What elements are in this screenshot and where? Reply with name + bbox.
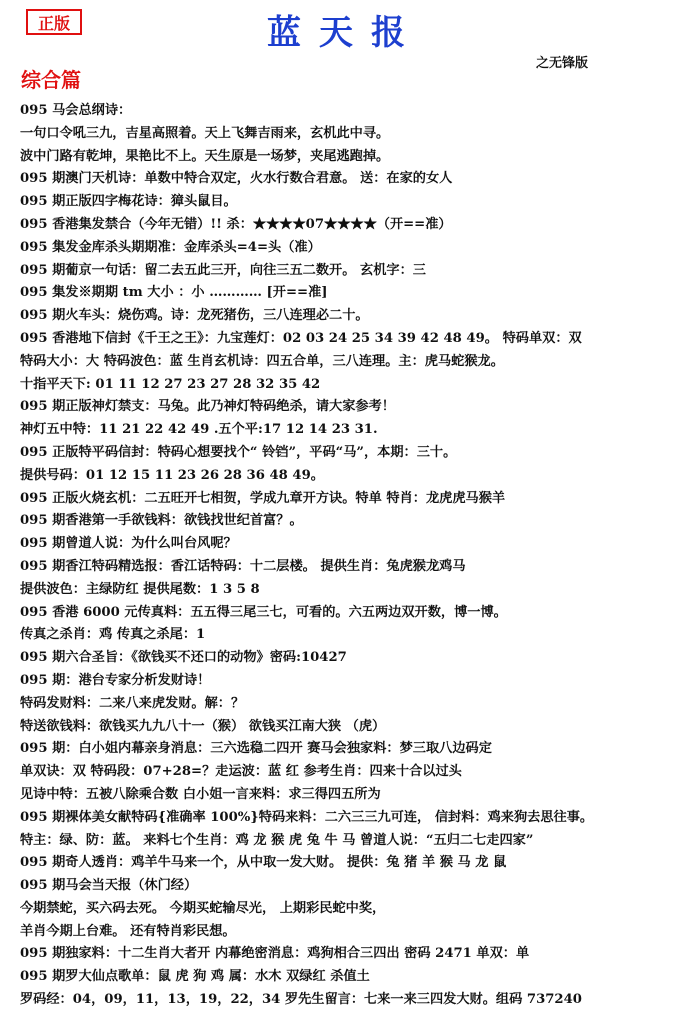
text-line: 提供波色：主绿防红 提供尾数：1 3 5 8 [20,581,260,597]
text-line: 095 香港地下信封《千王之王》：九宝莲灯：02 03 24 25 34 39 42 48 49。 特码单双：双 [20,330,582,346]
text-line: 十指平天下: 01 11 12 27 23 27 28 32 35 42 [20,376,321,392]
text-line: 单双诀：双 特码段：07+28=？走运波：蓝 红 参考生肖：四来十合以过头 [20,764,462,780]
text-line: 095 期正版神灯禁支：马兔。此乃神灯特码绝杀，请大家参考！ [20,399,395,415]
text-line: 095 期澳门天机诗：单数中特合双定，火水行数合君意。 送：在家的女人 [20,171,453,187]
text-line: 见诗中特：五被八除乘合数 白小姐一言来料：求三得四五所为 [20,786,381,802]
newspaper-title: 蓝天报 [267,13,423,53]
text-line: 095 期香江特码精选报：香江话特码：十二层楼。 提供生肖：兔虎猴龙鸡马 [20,558,466,574]
text-line: 095 期葡京一句话：留二去五此三开，向往三五二数开。 玄机字：三 [20,262,426,278]
edition-label: 之无锋版 [536,56,589,71]
text-line: 095 期马会当天报（休门经） [20,878,198,894]
text-line: 095 正版火烧玄机：二五旺开七相贺，学成九章开方诀。特单 特肖：龙虎虎马猴羊 [20,490,506,506]
text-line: 传真之杀肖：鸡 传真之杀尾：1 [20,627,206,643]
text-line: 特码大小：大 特码波色：蓝 生肖玄机诗：四五合单，三八连理。主：虎马蛇猴龙。 [20,353,504,369]
text-line: 波中门路有乾坤，果艳比不上。天生原是一场梦，夹尾逃跑掉。 [20,148,390,164]
text-line: 095 马会总纲诗： [20,103,132,118]
text-line: 095 期裸体美女献特码{准确率 100%}特码来料：二六三三九可连， 信封料：鸡来狗去思往事。 [20,809,594,825]
text-line: 今期禁蛇，买六码去死。 今期买蛇输尽光， 上期彩民蛇中奖， [20,900,386,916]
text-line: 一句口令吼三九，吉星高照着。天上飞舞吉雨来，玄机此中寻。 [20,125,390,141]
text-line: 提供号码：01 12 15 11 23 26 28 36 48 49。 [20,467,324,483]
text-line: 095 期香港第一手欲钱料：欲钱找世纪首富？。 [20,513,303,529]
text-line: 神灯五中特：11 21 22 42 49 .五个平:17 12 14 23 31. [20,422,378,438]
text-line: 095 期六合圣旨：《欲钱买不还口的动物》密码:10427 [20,650,347,666]
text-line: 特主：绿、防：蓝。 来料七个生肖：鸡 龙 猴 虎 兔 牛 马 曾道人说：“五归二七走四家” [20,832,534,848]
text-line: 羊肖今期上台难。 还有特肖彩民想。 [20,923,236,939]
article-body [20,100,682,1012]
text-line: 095 期：白小姐内幕亲身消息：三六选稳二四开 赛马会独家料：梦三取八边码定 [20,741,492,757]
text-line: 特码发财料：二来八来虎发财。解：？ [20,695,245,711]
text-line: 095 期曾道人说：为什么叫台风呢？ [20,536,237,552]
text-line: 095 集发※期期 tm 大小 ：小 ………… [开==准] [20,285,328,301]
text-line: 095 香港 6000 元传真料：五五得三尾三七，可看的。六五两边双开数，博一博。 [20,604,507,620]
text-line: 095 期罗大仙点歌单：鼠 虎 狗 鸡 属：水木 双绿红 杀值土 [20,969,370,985]
text-line: 095 期火车头：烧伤鸡。诗：龙死猪伤，三八连理必二十。 [20,308,369,324]
text-line: 095 期奇人透肖：鸡羊牛马来一个，从中取一发大财。 提供：兔 猪 羊 猴 马 龙 鼠 [20,855,507,871]
text-line: 095 期独家料：十二生肖大者开 内幕绝密消息：鸡狗相合三四出 密码 2471 单双：单 [20,946,530,962]
text-line: 095 期正版四字梅花诗：獐头鼠目。 [20,194,237,210]
edition-badge: 正版 [26,9,82,35]
text-line: 罗码经：04，09，11，13，19，22，34 罗先生留言：七来一来三四发大财。组码 737240 [20,992,582,1008]
text-line: 095 香港集发禁合（今年无错）!! 杀：★★★★07★★★★（开==准） [20,216,452,232]
text-line: 095 集发金库杀头期期准：金库杀头=4=头（准） [20,239,321,255]
text-line: 095 期：港台专家分析发财诗！ [20,672,211,688]
section-heading: 综合篇 [21,68,81,92]
text-line: 095 正版特平码信封：特码心想要找个“ 铃铛”，平码“马”，本期：三十。 [20,444,457,460]
text-line: 特送欲钱料：欲钱买九九八十一（猴） 欲钱买江南大狭 （虎） [20,718,386,734]
